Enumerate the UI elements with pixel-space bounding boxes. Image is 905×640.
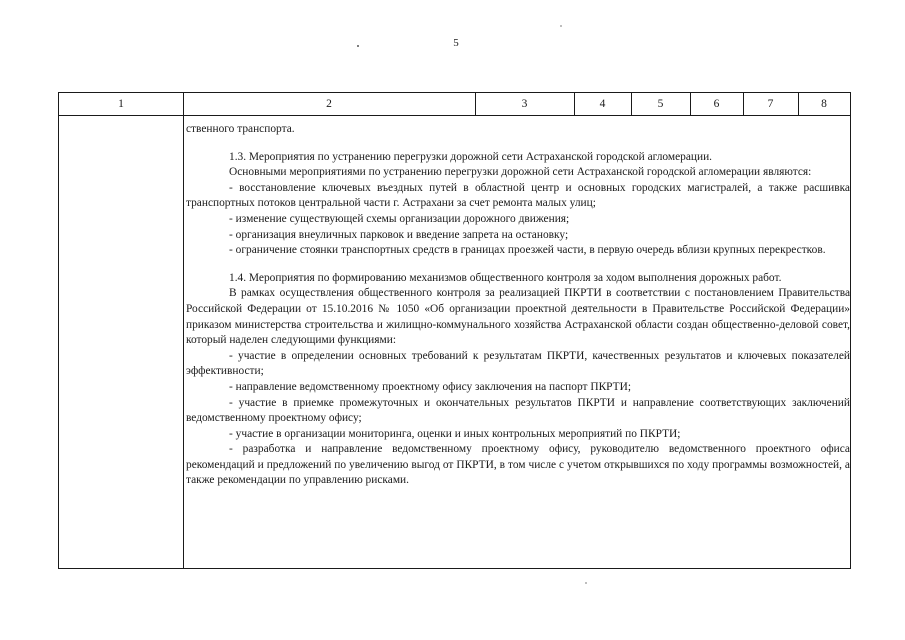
list-item: - изменение существующей схемы организации дорожного движения; — [229, 212, 570, 225]
column-header-6: 6 — [713, 98, 720, 110]
column-divider — [631, 93, 632, 115]
column-header-2: 2 — [326, 98, 332, 110]
list-item: - ограничение стоянки транспортных средств в границах проезжей части, в первую очередь вблизи крупных перекрестков. — [229, 244, 826, 257]
table-header-row — [59, 93, 850, 116]
column-header-4: 4 — [599, 98, 606, 110]
paragraph: В рамках осуществления общественного контроля за реализацией ПКРТИ в соответствии с постановлением Правительства Российской Федерации от 15.10.2016 № 1050 «Об организации проектной деятельности в Правительстве Российской Федерации» приказом министерства строительства и жилищно-коммунального хозяйства Астраханской области создан общественно-деловой совет, который наделен следующими функциями: — [186, 287, 850, 347]
page-number: 5 — [453, 37, 459, 49]
column-divider — [798, 93, 799, 115]
section-heading-1-4: 1.4. Мероприятия по формированию механизмов общественного контроля за ходом выполнения дорожных работ. — [229, 271, 782, 284]
list-item: - участие в приемке промежуточных и окончательных результатов ПКРТИ и направление соответствующих заключений ведомственному проектному офису; — [186, 396, 850, 425]
column-divider — [475, 93, 476, 115]
column-header-3: 3 — [521, 98, 528, 110]
paragraph: ственного транспорта. — [186, 123, 295, 135]
list-item: - восстановление ключевых въездных путей в областной центр и основных городских магистралей, а также расшивка транспортных потоков центральной части г. Астрахани за счет ремонта малых улиц; — [186, 181, 850, 210]
list-item: - разработка и направление ведомственному проектному офису, руководителю ведомственного проектного офиса рекомендаций и предложений по увеличению выгод от ПКРТИ, в том числе с учетом открывшихся по ходу программы возможностей, а также рекомендации по управлению рисками. — [186, 443, 850, 487]
section-heading-1-3: 1.3. Мероприятия по устранению перегрузки дорожной сети Астраханской городской агломерации. — [229, 150, 713, 163]
paragraph: Основными мероприятиями по устранению перегрузки дорожной сети Астраханской городской агломерации являются: — [229, 166, 812, 179]
column-header-7: 7 — [767, 98, 774, 110]
list-item: - организация внеуличных парковок и введение запрета на остановку; — [229, 228, 569, 241]
column-divider — [690, 93, 691, 115]
column-header-8: 8 — [821, 98, 827, 110]
scan-speck — [560, 25, 562, 27]
list-item: - участие в организации мониторинга, оценки и иных контрольных мероприятий по ПКРТИ; — [229, 427, 681, 440]
scan-speck — [357, 45, 359, 47]
list-item: - участие в определении основных требований к результатам ПКРТИ, качественных результатов и ключевых показателей эффективности; — [186, 349, 850, 378]
column-header-1: 1 — [118, 98, 124, 110]
list-item: - направление ведомственному проектному офису заключения на паспорт ПКРТИ; — [229, 380, 631, 393]
column-divider — [574, 93, 575, 115]
scan-speck — [585, 582, 587, 584]
column-divider — [743, 93, 744, 115]
document-table — [58, 92, 851, 569]
column-header-5: 5 — [657, 98, 664, 110]
table-body-text — [184, 116, 850, 489]
